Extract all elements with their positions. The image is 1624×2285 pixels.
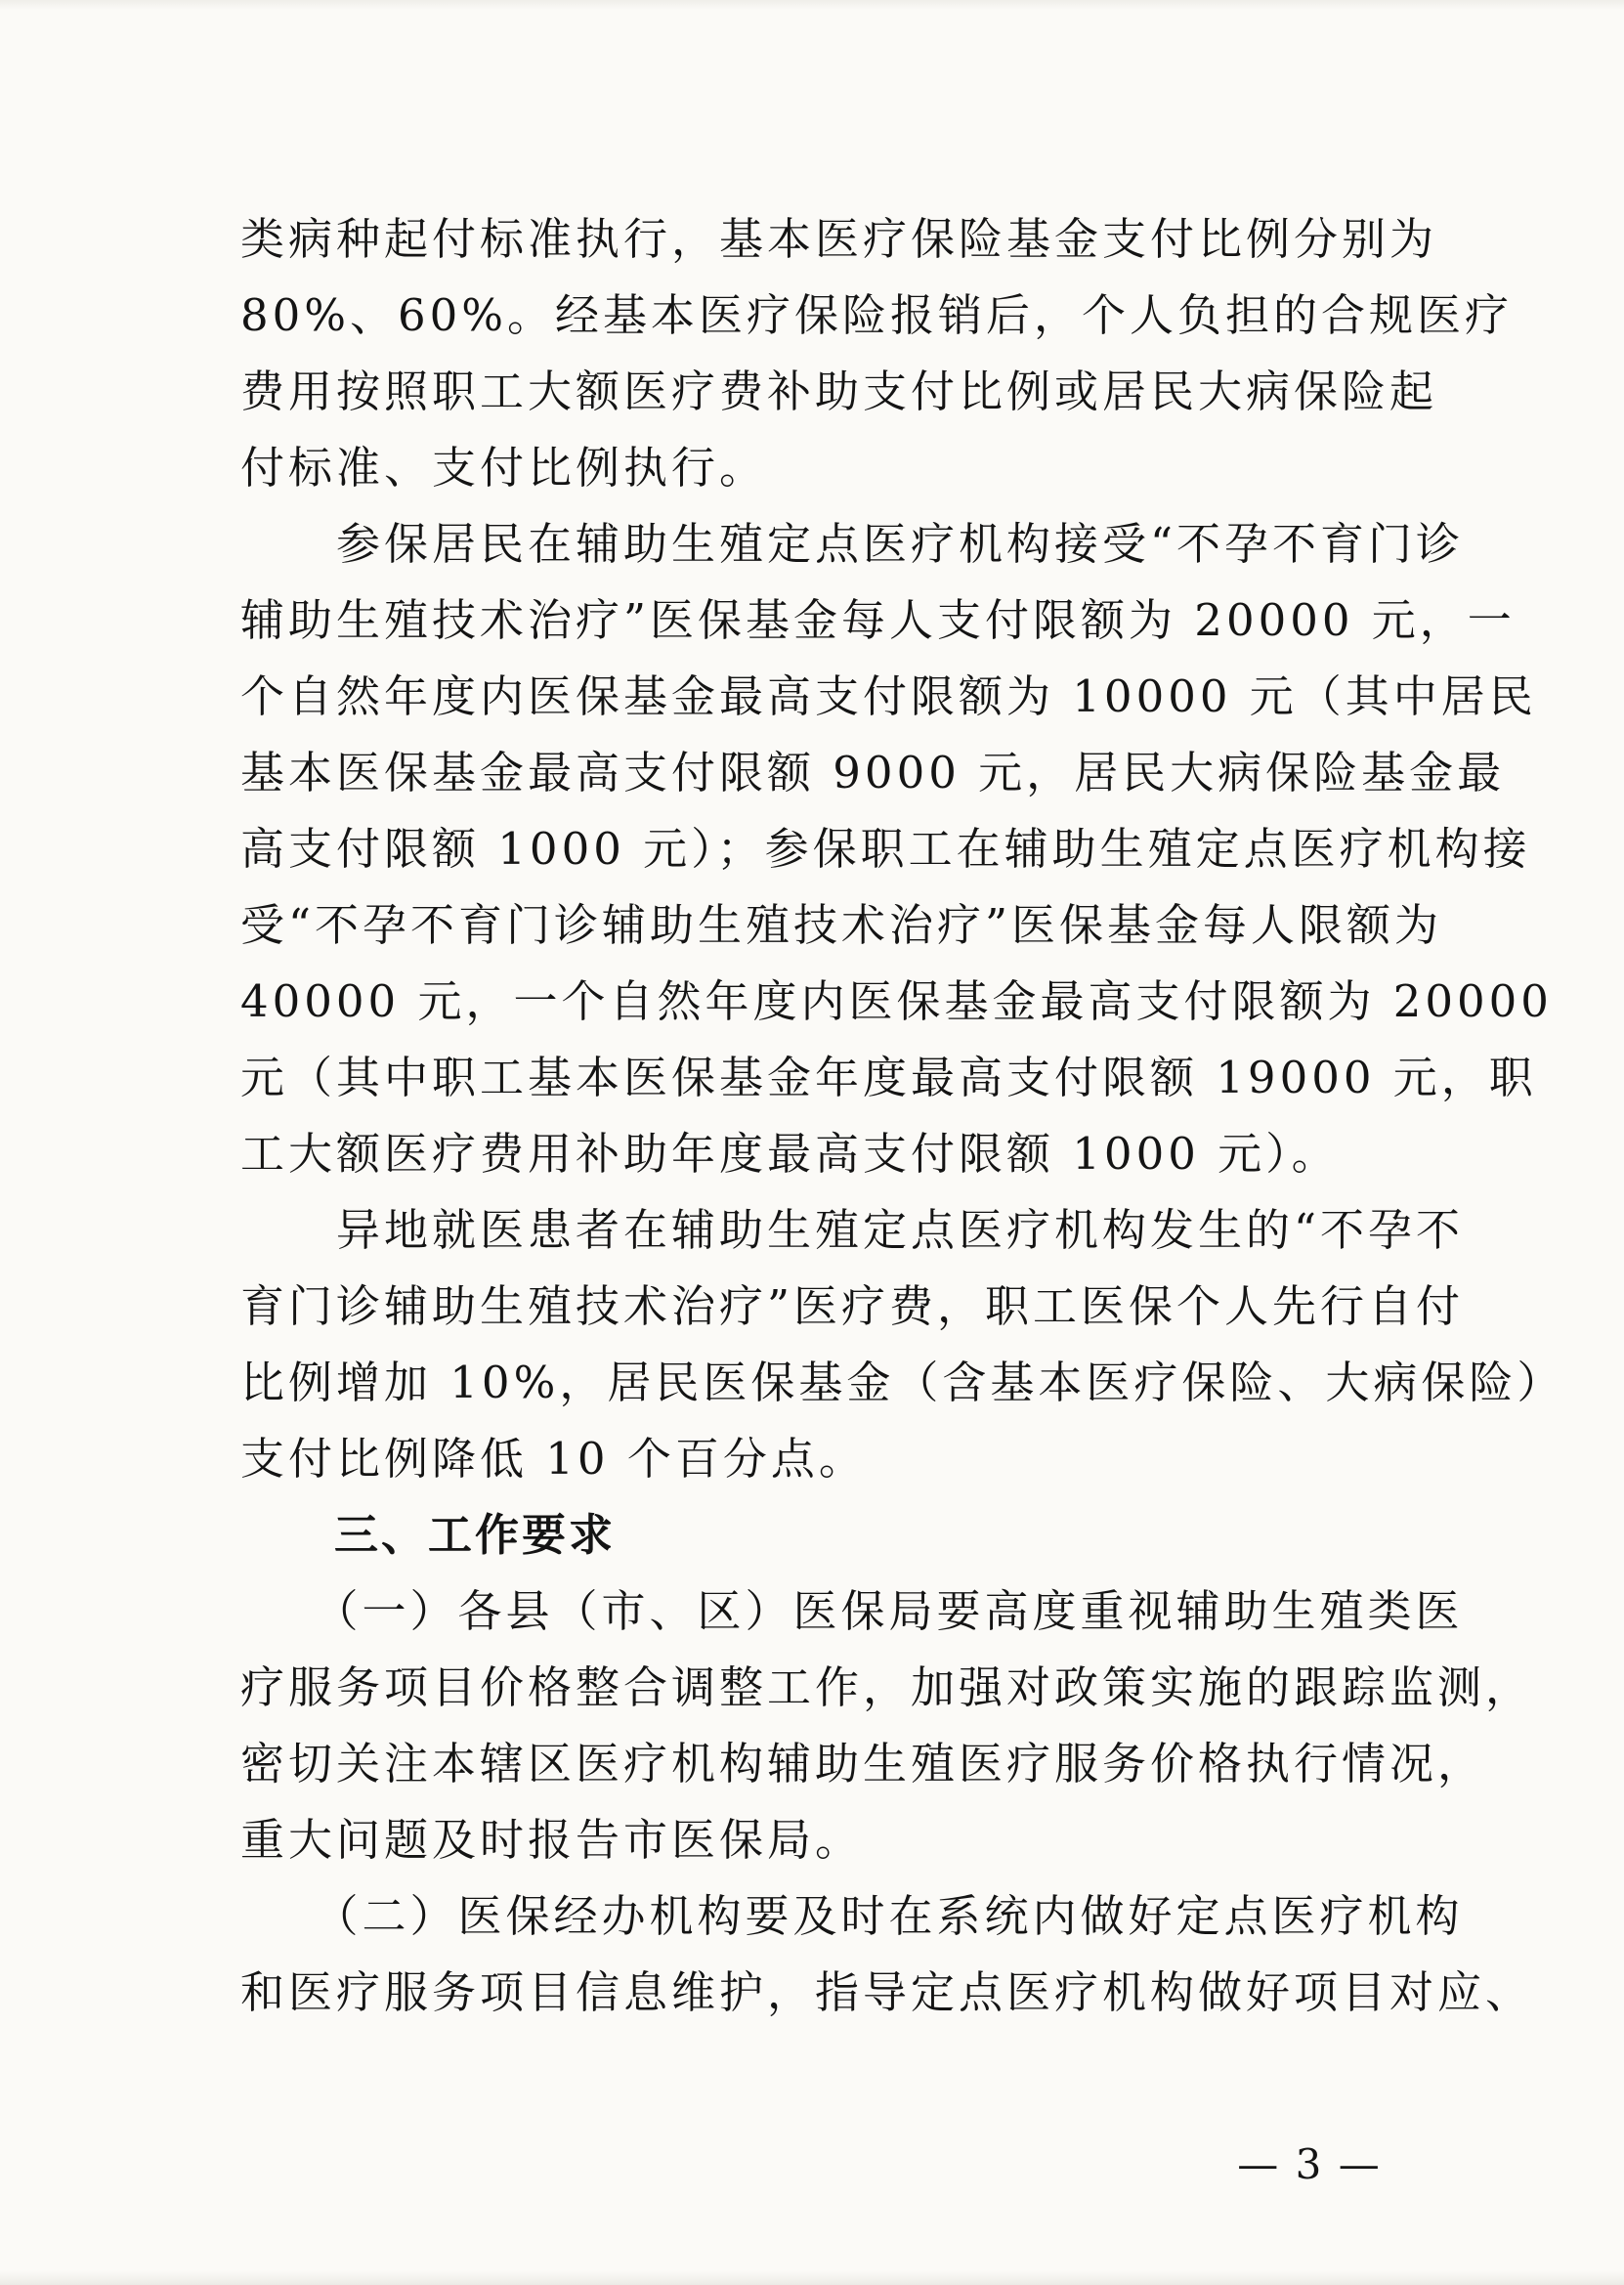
- text-line: 基本医保基金最高支付限额 9000 元，居民大病保险基金最: [240, 747, 1506, 798]
- text-line: 个自然年度内医保基金最高支付限额为 10000 元（其中居民: [240, 670, 1537, 722]
- text-line: 参保居民在辅助生殖定点医疗机构接受“不孕不育门诊: [240, 518, 1465, 570]
- text-line: 辅助生殖技术治疗”医保基金每人支付限额为 20000 元，一: [240, 594, 1516, 646]
- scan-edge-top: [0, 0, 1624, 10]
- text-line: 类病种起付标准执行，基本医疗保险基金支付比例分别为: [240, 213, 1438, 265]
- section-heading: 三、工作要求: [240, 1509, 617, 1561]
- text-line: 疗服务项目价格整合调整工作，加强对政策实施的跟踪监测，: [240, 1661, 1534, 1713]
- text-line: 80%、60%。经基本医疗保险报销后，个人负担的合规医疗: [240, 289, 1514, 341]
- text-line: 付标准、支付比例执行。: [240, 442, 768, 494]
- text-line: 和医疗服务项目信息维护，指导定点医疗机构做好项目对应、: [240, 1966, 1534, 2018]
- text-line: 异地就医患者在辅助生殖定点医疗机构发生的“不孕不: [240, 1204, 1465, 1256]
- body-text: [240, 201, 1565, 2031]
- text-line: 费用按照职工大额医疗费补助支付比例或居民大病保险起: [240, 366, 1438, 417]
- text-line: 工大额医疗费用补助年度最高支付限额 1000 元）。: [240, 1128, 1340, 1180]
- text-line: 支付比例降低 10 个百分点。: [240, 1433, 867, 1485]
- text-line: 密切关注本辖区医疗机构辅助生殖医疗服务价格执行情况，: [240, 1738, 1486, 1789]
- text-line: 元（其中职工基本医保基金年度最高支付限额 19000 元，职: [240, 1052, 1537, 1103]
- text-line: 受“不孕不育门诊辅助生殖技术治疗”医保基金每人限额为: [240, 899, 1443, 951]
- text-line: 40000 元，一个自然年度内医保基金最高支付限额为 20000: [240, 975, 1553, 1027]
- page-number: — 3 —: [1237, 2140, 1382, 2188]
- text-line: 重大问题及时报告市医保局。: [240, 1814, 864, 1866]
- text-line: （二）医保经办机构要及时在系统内做好定点医疗机构: [240, 1890, 1464, 1942]
- text-line: 育门诊辅助生殖技术治疗”医疗费，职工医保个人先行自付: [240, 1280, 1465, 1332]
- text-line: （一）各县（市、区）医保局要高度重视辅助生殖类医: [240, 1585, 1464, 1637]
- text-line: 高支付限额 1000 元）；参保职工在辅助生殖定点医疗机构接: [240, 823, 1531, 875]
- scan-edge-bottom: [0, 2271, 1624, 2285]
- text-line: 比例增加 10%，居民医保基金（含基本医疗保险、大病保险）: [240, 1357, 1565, 1408]
